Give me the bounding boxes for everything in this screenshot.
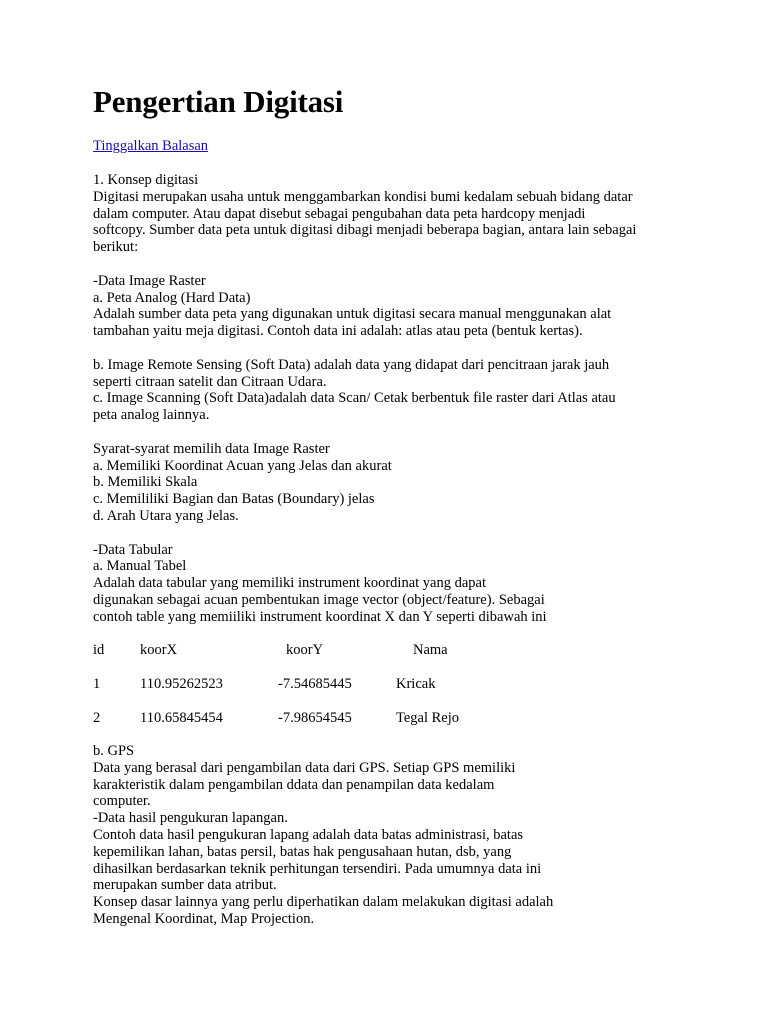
- section-konsep-digitasi: [93, 172, 693, 256]
- subheading: a. Manual Tabel: [93, 558, 187, 575]
- spacer: [93, 693, 693, 710]
- section-heading: -Data hasil pengukuran lapangan.: [93, 810, 288, 827]
- coordinate-table: [93, 642, 693, 726]
- table-header-koorx: koorX: [140, 642, 178, 659]
- spacer: [93, 726, 693, 743]
- paragraph-line: contoh table yang memiiliki instrument koordinat X dan Y seperti dibawah ini: [93, 608, 547, 625]
- document-page: [93, 82, 693, 928]
- paragraph-line: c. Image Scanning (Soft Data)adalah data Scan/ Cetak berbentuk file raster dari Atlas atau: [93, 390, 616, 407]
- table-header-id: id: [93, 642, 105, 659]
- paragraph-line: Data yang berasal dari pengambilan data dari GPS. Setiap GPS memiliki: [93, 759, 516, 776]
- paragraph-line: Mengenal Koordinat, Map Projection.: [93, 911, 315, 928]
- paragraph-line: Contoh data hasil pengukuran lapang adalah data batas administrasi, batas: [93, 827, 524, 844]
- paragraph-line: seperti citraan satelit dan Citraan Udara.: [93, 373, 327, 390]
- table-header-koory: koorY: [286, 642, 324, 659]
- paragraph-line: Adalah data tabular yang memiliki instrument koordinat yang dapat: [93, 575, 487, 592]
- list-item: b. Memiliki Skala: [93, 474, 198, 491]
- paragraph-line: b. Image Remote Sensing (Soft Data) adalah data yang didapat dari pencitraan jarak jauh: [93, 356, 610, 373]
- page-title: Pengertian Digitasi: [93, 84, 344, 119]
- section-data-image-raster: [93, 273, 693, 340]
- spacer: [93, 340, 693, 357]
- table-cell-koorx: 110.95262523: [140, 675, 223, 692]
- paragraph-line: karakteristik dalam pengambilan ddata dan penampilan data kedalam: [93, 776, 495, 793]
- list-item: c. Memililiki Bagian dan Batas (Boundary) jelas: [93, 491, 375, 508]
- section-heading: -Data Image Raster: [93, 272, 206, 289]
- paragraph-line: Konsep dasar lainnya yang perlu diperhatikan dalam melakukan digitasi adalah: [93, 894, 554, 911]
- leave-reply-link[interactable]: Tinggalkan Balasan: [93, 138, 209, 154]
- paragraph-line: kepemilikan lahan, batas persil, batas hak pengusahaan hutan, dsb, yang: [93, 843, 512, 860]
- paragraph-line: Digitasi merupakan usaha untuk menggambarkan kondisi bumi kedalam sebuah bidang datar: [93, 188, 633, 205]
- table-header-nama: Nama: [413, 642, 448, 659]
- paragraph-line: Adalah sumber data peta yang digunakan untuk digitasi secara manual menggunakan alat: [93, 306, 612, 323]
- spacer: [93, 256, 693, 273]
- paragraph-line: berikut:: [93, 239, 139, 256]
- table-cell-nama: Tegal Rejo: [396, 709, 460, 726]
- section-heading: 1. Konsep digitasi: [93, 172, 199, 188]
- paragraph-line: tambahan yaitu meja digitasi. Contoh data ini adalah: atlas atau peta (bentuk kertas).: [93, 323, 583, 340]
- section-gps: [93, 743, 693, 928]
- section-heading: Syarat-syarat memilih data Image Raster: [93, 440, 330, 457]
- spacer: [93, 525, 693, 542]
- spacer: [93, 626, 693, 643]
- paragraph-line: dihasilkan berdasarkan teknik perhitungan tersendiri. Pada umumnya data ini: [93, 860, 542, 877]
- table-cell-koorx: 110.65845454: [140, 709, 223, 726]
- paragraph-line: peta analog lainnya.: [93, 407, 210, 424]
- spacer: [93, 155, 693, 172]
- paragraph-line: digunakan sebagai acuan pembentukan image vector (object/feature). Sebagai: [93, 591, 545, 608]
- section-data-tabular: [93, 542, 693, 626]
- spacer: [93, 659, 693, 676]
- subheading: b. GPS: [93, 743, 135, 760]
- table-cell-id: 1: [93, 675, 101, 692]
- section-image-types: [93, 357, 693, 424]
- section-heading: -Data Tabular: [93, 541, 173, 558]
- paragraph-line: computer.: [93, 793, 151, 810]
- list-item: a. Memiliki Koordinat Acuan yang Jelas dan akurat: [93, 457, 392, 474]
- section-syarat-image-raster: [93, 441, 693, 525]
- table-row: [93, 710, 693, 727]
- table-cell-koory: -7.98654545: [278, 709, 352, 726]
- table-cell-koory: -7.54685445: [278, 675, 352, 692]
- table-cell-nama: Kricak: [396, 675, 436, 692]
- table-header-row: [93, 642, 693, 659]
- paragraph-line: merupakan sumber data atribut.: [93, 877, 277, 894]
- table-row: [93, 676, 693, 693]
- subheading: a. Peta Analog (Hard Data): [93, 289, 251, 306]
- spacer: [93, 424, 693, 441]
- paragraph-line: dalam computer. Atau dapat disebut sebagai pengubahan data peta hardcopy menjadi: [93, 205, 586, 222]
- table-cell-id: 2: [93, 709, 101, 726]
- list-item: d. Arah Utara yang Jelas.: [93, 507, 239, 524]
- paragraph-line: softcopy. Sumber data peta untuk digitasi dibagi menjadi beberapa bagian, antara lain sebagai: [93, 222, 637, 239]
